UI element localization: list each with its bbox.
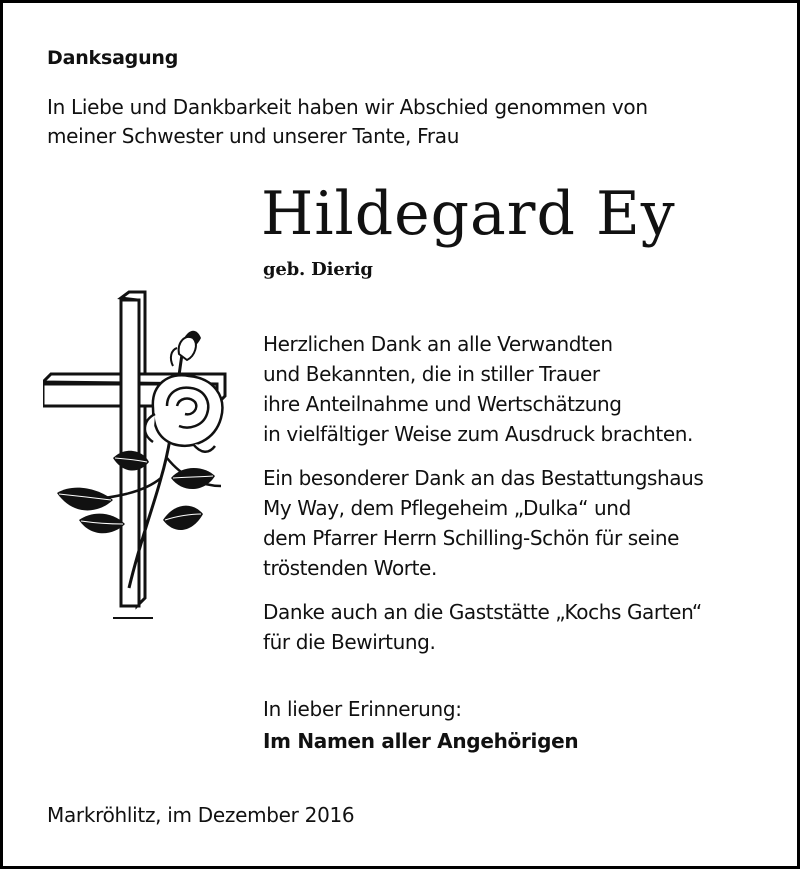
thanks-paragraph-2 — [263, 463, 703, 583]
place-date: Markröhlitz, im Dezember 2016 — [47, 803, 355, 827]
paragraph-line: ihre Anteilnahme und Wertschätzung — [263, 392, 622, 416]
maiden-name: geb. Dierig — [263, 259, 373, 280]
paragraph-line: Danke auch an die Gaststätte „Kochs Garten“ — [263, 600, 702, 624]
deceased-name: Hildegard Ey — [261, 179, 676, 249]
paragraph-line: dem Pfarrer Herrn Schilling-Schön für seine — [263, 526, 680, 550]
notice-heading: Danksagung — [47, 47, 179, 69]
intro-line: meiner Schwester und unserer Tante, Frau — [47, 124, 460, 148]
closing-phrase: In lieber Erinnerung: — [263, 697, 462, 721]
thanks-paragraph-3 — [263, 597, 702, 657]
paragraph-line: tröstenden Worte. — [263, 556, 437, 580]
cross-with-rose-icon — [43, 288, 243, 638]
paragraph-line: My Way, dem Pflegeheim „Dulka“ und — [263, 496, 631, 520]
paragraph-line: in vielfältiger Weise zum Ausdruck brachten. — [263, 422, 693, 446]
paragraph-line: und Bekannten, die in stiller Trauer — [263, 362, 600, 386]
paragraph-line: für die Bewirtung. — [263, 630, 436, 654]
thanks-paragraph-1 — [263, 329, 693, 449]
intro-text — [47, 93, 648, 151]
closing-block — [263, 693, 578, 757]
signature: Im Namen aller Angehörigen — [263, 729, 579, 753]
paragraph-line: Herzlichen Dank an alle Verwandten — [263, 332, 613, 356]
paragraph-line: Ein besonderer Dank an das Bestattungshaus — [263, 466, 704, 490]
intro-line: In Liebe und Dankbarkeit haben wir Abschied genommen von — [47, 95, 648, 119]
